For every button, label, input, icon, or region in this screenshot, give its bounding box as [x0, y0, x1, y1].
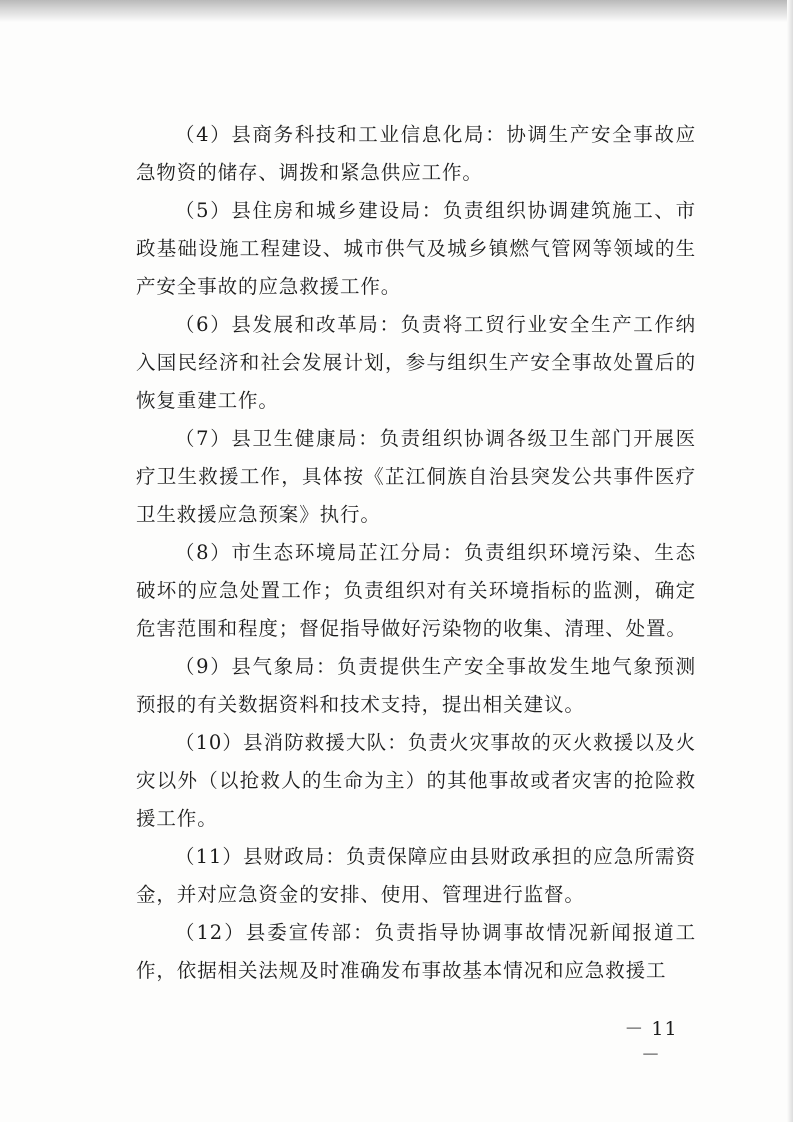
paragraph-11: （11）县财政局：负责保障应由县财政承担的应急所需资金，并对应急资金的安排、使用、管理进行监督。 [136, 845, 696, 906]
paragraph-5: （5）县住房和城乡建设局：负责组织协调建筑施工、市政基础设施工程建设、城市供气及城乡镇燃气管网等领域的生产安全事故的应急救援工作。 [136, 199, 696, 298]
paragraph-6: （6）县发展和改革局：负责将工贸行业安全生产工作纳入国民经济和社会发展计划，参与组织生产安全事故处置后的恢复重建工作。 [136, 313, 696, 412]
paragraph-4: （4）县商务科技和工业信息化局：协调生产安全事故应急物资的储存、调拨和紧急供应工作。 [136, 123, 696, 184]
paragraph-12: （12）县委宣传部：负责指导协调事故情况新闻报道工作，依据相关法规及时准确发布事故基本情况和应急救援工 [136, 921, 696, 982]
paragraph-7: （7）县卫生健康局：负责组织协调各级卫生部门开展医疗卫生救援工作，具体按《芷江侗族自治县突发公共事件医疗卫生救援应急预案》执行。 [136, 427, 696, 526]
scan-edge-right [787, 0, 793, 1122]
page-number: － 11 － [624, 1018, 678, 1066]
paragraph-8: （8）市生态环境局芷江分局：负责组织环境污染、生态破坏的应急处置工作；负责组织对有关环境指标的监测，确定危害范围和程度；督促指导做好污染物的收集、清理、处置。 [136, 541, 696, 640]
paragraph-10: （10）县消防救援大队：负责火灾事故的灭火救援以及火灾以外（以抢救人的生命为主）的其他事故或者灾害的抢险救援工作。 [136, 731, 696, 830]
document-body [136, 116, 696, 990]
paragraph-9: （9）县气象局：负责提供生产安全事故发生地气象预测预报的有关数据资料和技术支持，提出相关建议。 [136, 655, 696, 716]
scan-edge-top [0, 0, 793, 22]
